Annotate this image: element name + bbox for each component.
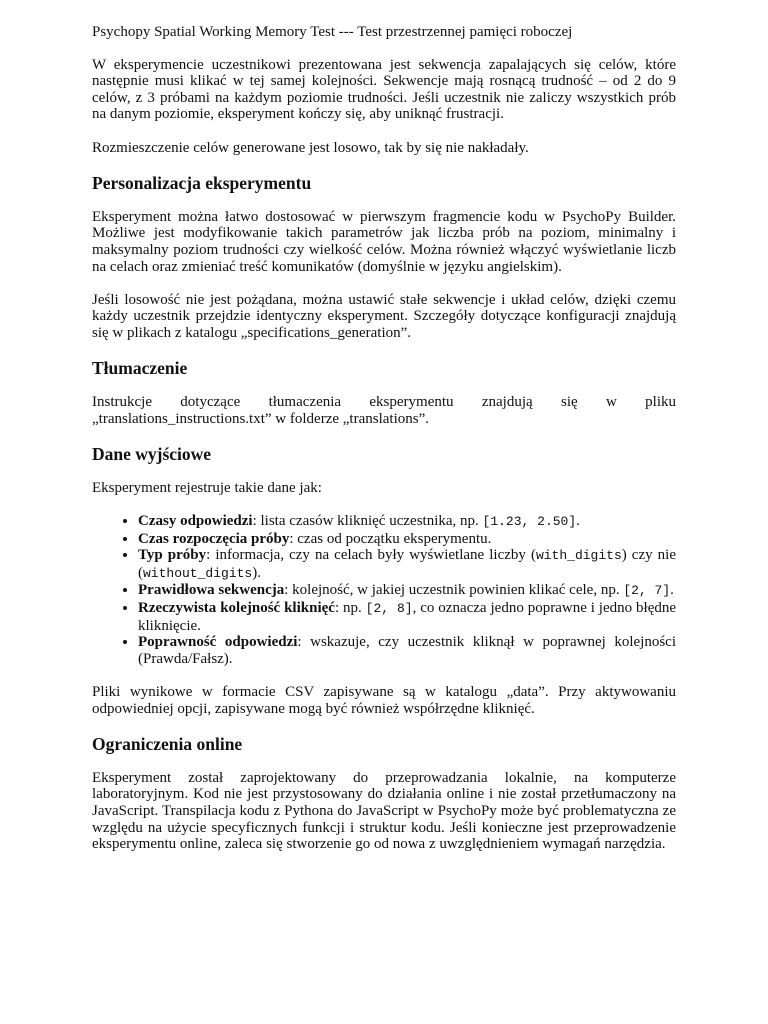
code-snippet: [2, 7] [623,583,671,599]
list-item: • Czasy odpowiedzi: lista czasów kliknięć uczestnika, np. [1.23, 2.50]. [138,513,676,531]
list-item-term: Typ próby [138,547,207,564]
document-title: Psychopy Spatial Working Memory Test --- Test przestrzennej pamięci roboczej [92,24,573,40]
heading-personalization: Personalizacja eksperymentu [92,172,312,193]
list-item: • Rzeczywista kolejność kliknięć: np. [2, 8], co oznacza jedno poprawne i jedno błędne kliknięcie. [138,600,676,634]
intro-paragraph-2: Rozmieszczenie celów generowane jest losowo, tak by się nie nakładały. [92,139,529,156]
heading-translation: Tłumaczenie [92,358,188,379]
list-item-term: Rzeczywista kolejność kliknięć [138,600,335,617]
list-item: • Typ próby: informacja, czy na celach były wyświetlane liczby (with_digits) czy nie (without_digits). [138,547,676,582]
translation-paragraph: Instrukcje dotyczące tłumaczenia eksperymentu znajdują się w pliku „translations_instructions.txt” w folderze „translations”. [92,394,676,427]
document-page [92,24,676,869]
heading-online: Ograniczenia online [92,733,243,754]
intro-paragraph-1: W eksperymencie uczestnikowi prezentowana jest sekwencja zapalających się celów, które następnie musi klikać w tej samej kolejności. Sekwencje mają rosnącą trudność – od 2 do 9 celów, z 3 próbami na każdym poziomie trudności. Jeśli uczestnik nie zaliczy wszystkich prób na danym poziomie, eksperyment kończy się, aby uniknąć frustracji. [92,56,676,123]
personalization-paragraph-1: Eksperyment można łatwo dostosować w pierwszym fragmencie kodu w PsychoPy Builder. Możliwe jest modyfikowanie takich parametrów jak liczba prób na poziom, minimalny i maksymalny poziom trudności czy wielkość celów. Można również włączyć wyświetlanie liczb na celach oraz zmieniać treść komunikatów (domyślnie w języku angielskim). [92,208,676,275]
personalization-paragraph-2: Jeśli losowość nie jest pożądana, można ustawić stałe sekwencje i układ celów, dzięki czemu każdy uczestnik przejdzie identyczny eksperyment. Szczegóły dotyczące konfiguracji znajdują się w plikach z katalogu „specifications_generation”. [92,291,676,341]
heading-output: Dane wyjściowe [92,443,212,464]
list-item-term: Czasy odpowiedzi [138,513,253,530]
code-snippet: with_digits [535,548,622,564]
code-snippet: [2, 8] [365,601,413,617]
output-paragraph-after: Pliki wynikowe w formacie CSV zapisywane są w katalogu „data”. Przy aktywowaniu odpowiedniej opcji, zapisywane mogą być również współrzędne kliknięć. [92,684,676,717]
list-item: • Czas rozpoczęcia próby: czas od początku eksperymentu. [138,531,676,548]
list-item: • Prawidłowa sekwencja: kolejność, w jakiej uczestnik powinien klikać cele, np. [2, 7]. [138,582,676,600]
list-item-term: Czas rozpoczęcia próby [138,530,290,547]
online-paragraph: Eksperyment został zaprojektowany do przeprowadzania lokalnie, na komputerze laboratoryjnym. Kod nie jest przystosowany do działania online i nie został przetłumaczony na JavaScript. Transpilacja kodu z Pythona do JavaScript w PsychoPy może być problematyczna ze względu na użycie specyficznych funkcji i struktur kodu. Jeśli konieczne jest przeprowadzenie eksperymentu online, zaleca się stworzenie go od nowa z uwzględnieniem wymagań narzędzia. [92,769,676,853]
output-intro: Eksperyment rejestruje takie dane jak: [92,479,322,496]
list-item-term: Prawidłowa sekwencja [138,582,285,599]
code-snippet: without_digits [143,565,253,581]
code-snippet: [1.23, 2.50] [482,514,577,530]
list-item-term: Poprawność odpowiedzi [138,634,298,651]
list-item: • Poprawność odpowiedzi: wskazuje, czy uczestnik kliknął w poprawnej kolejności (Prawda/Fałsz). [138,634,676,667]
output-list [92,513,676,667]
